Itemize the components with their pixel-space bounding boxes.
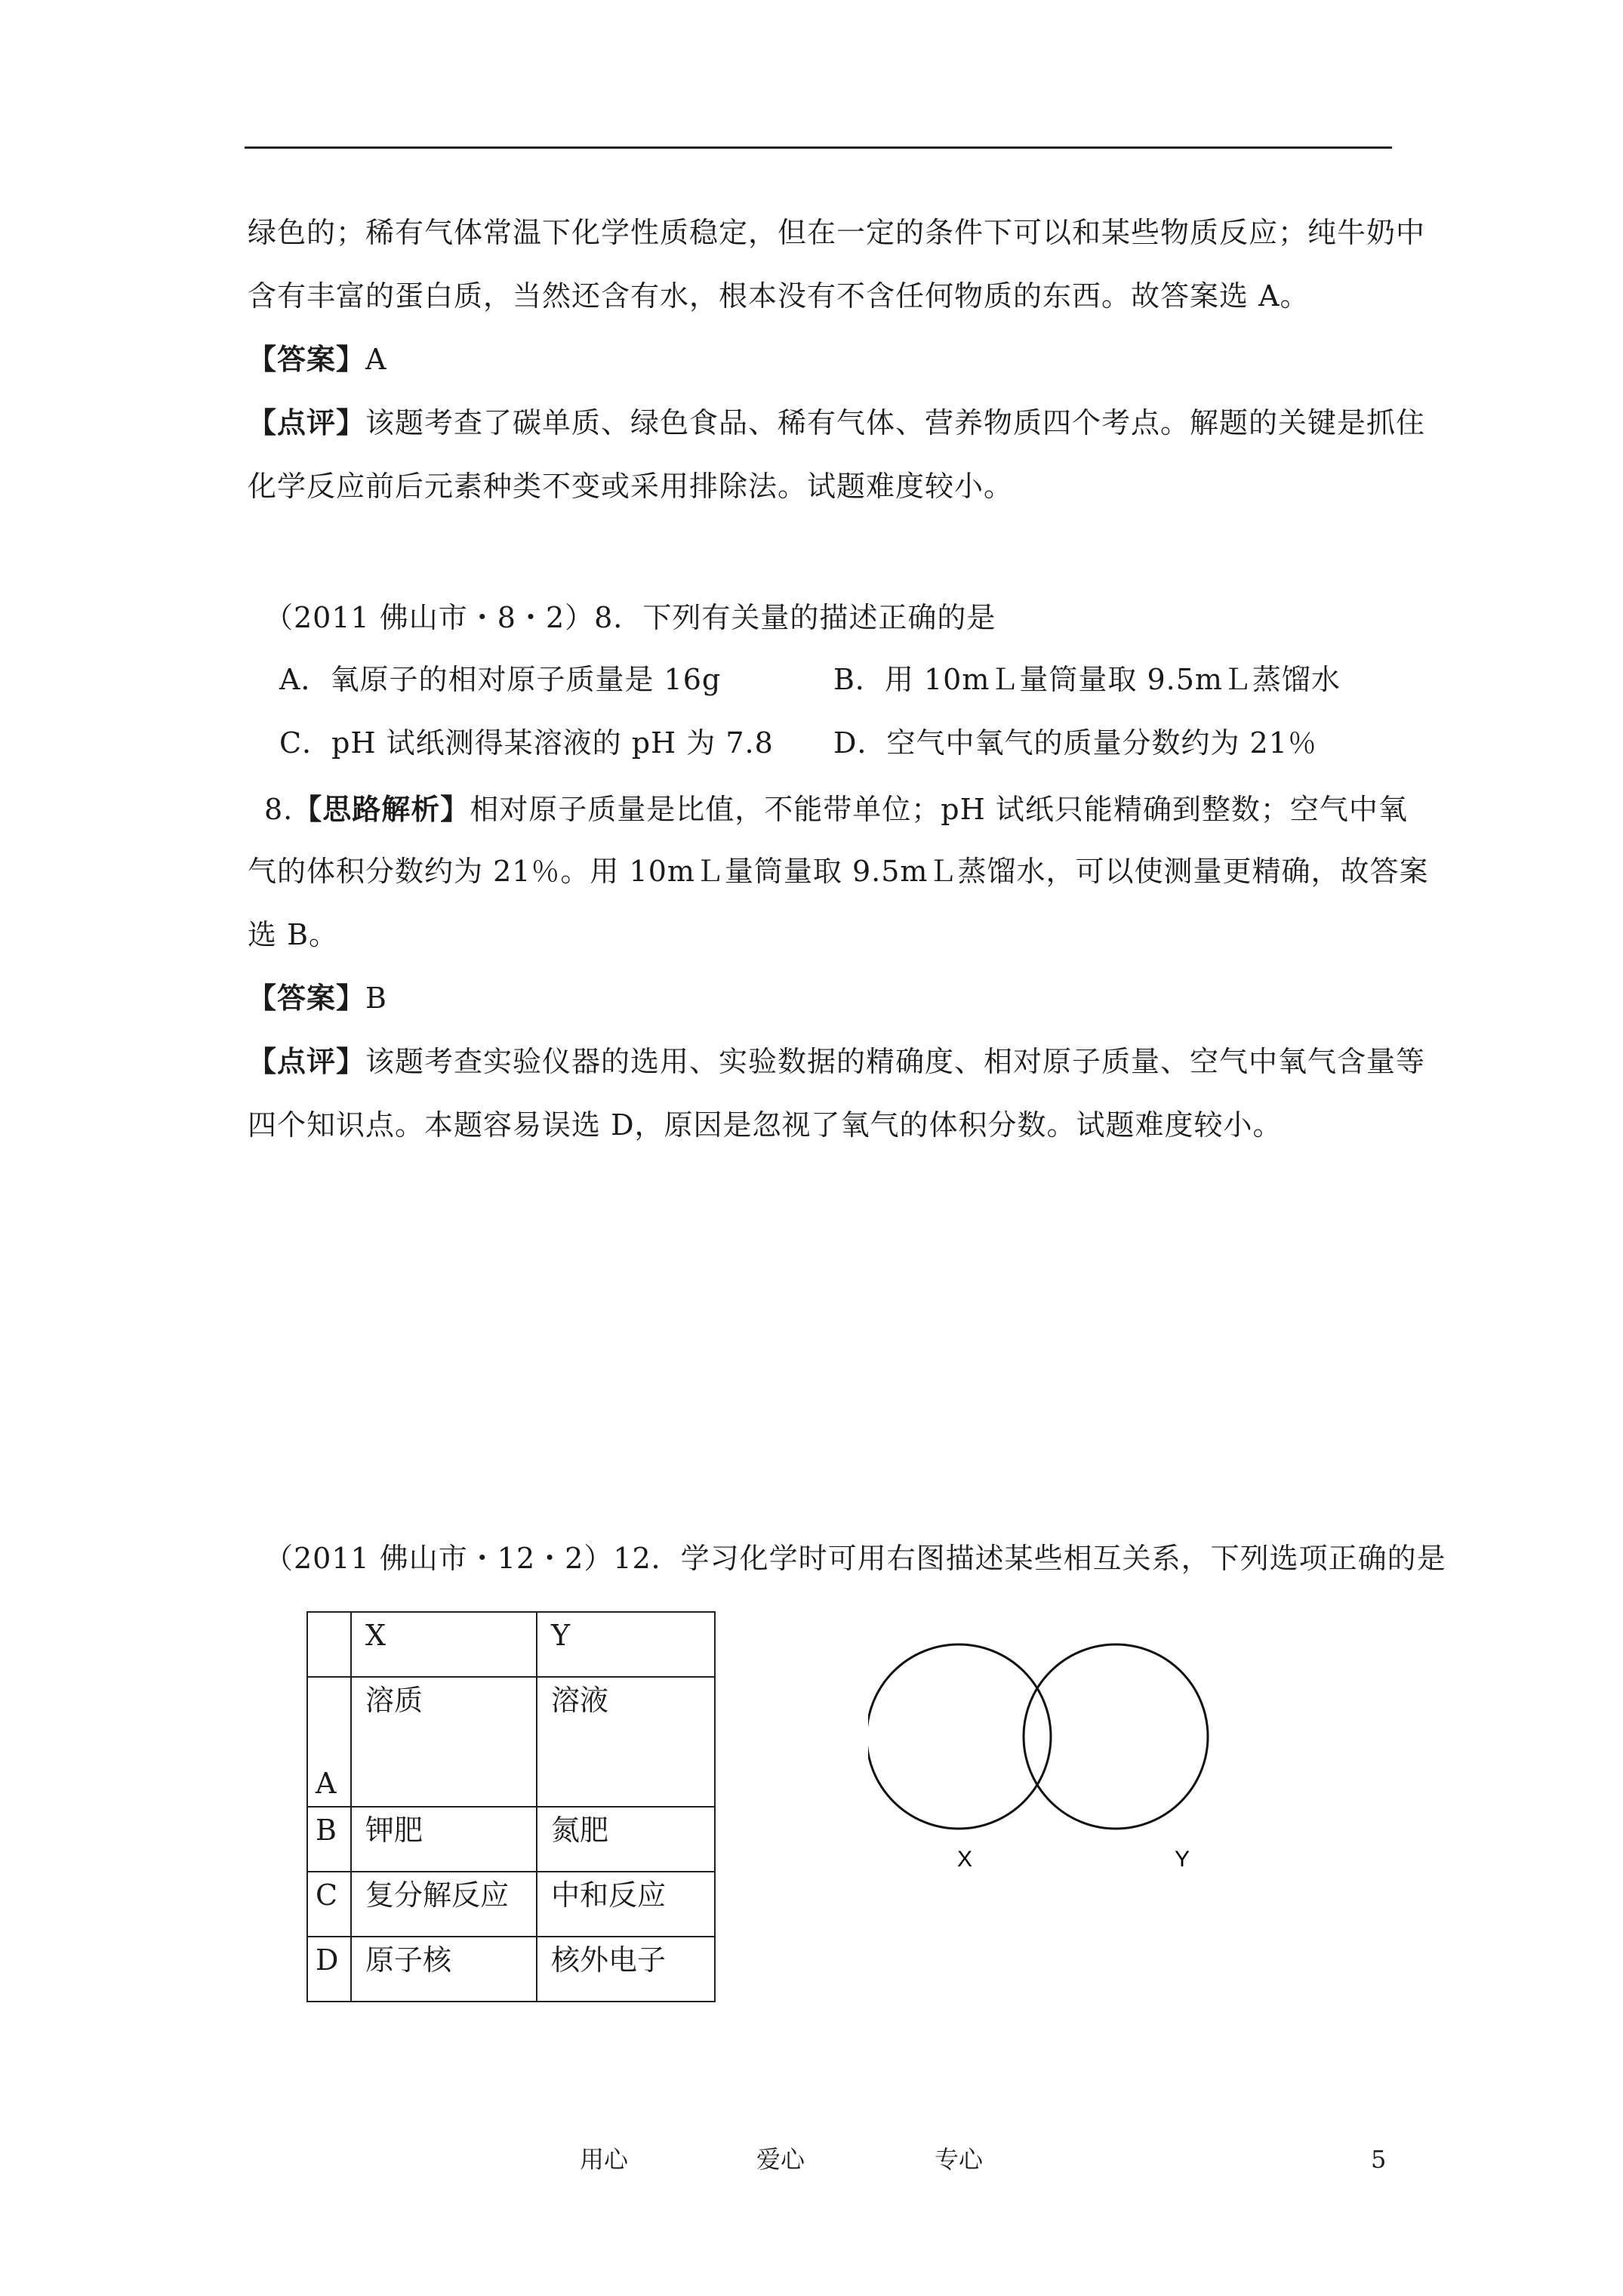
paragraph-line: 绿色的；稀有气体常温下化学性质稳定，但在一定的条件下可以和某些物质反应；纯牛奶中 [248, 216, 1426, 249]
table-cell: 复分解反应 [351, 1872, 537, 1937]
table-row [307, 1872, 715, 1937]
table-header-row [307, 1612, 715, 1677]
analysis-line: 气的体积分数约为 21％。用 10mＬ量筒量取 9.5mＬ蒸馏水，可以使测量更精确，故答案 [248, 855, 1429, 888]
comment-text: 该题考查了碳单质、绿色食品、稀有气体、营养物质四个考点。解题的关键是抓住 [365, 406, 1426, 439]
table-cell: C [307, 1872, 351, 1937]
page-number: 5 [1371, 2145, 1387, 2174]
answer-value: B [365, 982, 387, 1015]
comment-line [248, 405, 1425, 441]
analysis-text: 相对原子质量是比值，不能带单位；pH 试纸只能精确到整数；空气中氧 [470, 793, 1408, 826]
paragraph-line: 含有丰富的蛋白质，当然还含有水，根本没有不含任何物质的东西。故答案选 A。 [248, 279, 1310, 313]
table-cell: B [307, 1807, 351, 1872]
analysis-tag: 【思路解析】 [293, 792, 470, 826]
analysis-line [264, 791, 1408, 827]
footer-word: 专心 [935, 2145, 984, 2174]
option-c: C．pH 试纸测得某溶液的 pH 为 7.8 [279, 726, 774, 760]
table-cell: D [307, 1937, 351, 2002]
comment-line: 化学反应前后元素种类不变或采用排除法。试题难度较小。 [248, 470, 1014, 503]
table-row [307, 1677, 715, 1807]
table-cell: 钾肥 [351, 1807, 537, 1872]
table-cell: X [351, 1612, 537, 1677]
table-cell: 氮肥 [537, 1807, 715, 1872]
table-row [307, 1807, 715, 1872]
option-a: A．氧原子的相对原子质量是 16g [279, 663, 722, 696]
table-row [307, 1937, 715, 2002]
analysis-line: 选 B。 [248, 918, 339, 951]
answer-line [248, 341, 387, 378]
comment-tag: 【点评】 [248, 1044, 366, 1078]
answer-tag: 【答案】 [248, 981, 366, 1015]
comment-line: 四个知识点。本题容易误选 D，原因是忽视了氧气的体积分数。试题难度较小。 [248, 1108, 1283, 1142]
question-stem: （2011 佛山市・12・2）12．学习化学时可用右图描述某些相互关系，下列选项正确的是 [264, 1542, 1446, 1575]
footer-word: 爱心 [756, 2145, 805, 2174]
answer-value: A [365, 343, 387, 376]
comment-text: 该题考查实验仪器的选用、实验数据的精确度、相对原子质量、空气中氧气含量等 [365, 1045, 1426, 1078]
option-d: D．空气中氧气的质量分数约为 21％ [833, 726, 1317, 760]
header-rule [245, 146, 1392, 149]
table-cell [307, 1612, 351, 1677]
venn-label-y: Y [1174, 1847, 1190, 1872]
table-cell: 溶液 [537, 1677, 715, 1807]
analysis-prefix: 8. [264, 793, 294, 826]
table-cell: 核外电子 [537, 1937, 715, 2002]
answer-tag: 【答案】 [248, 342, 366, 376]
option-b: B．用 10mＬ量筒量取 9.5mＬ蒸馏水 [833, 663, 1341, 696]
table-cell: 中和反应 [537, 1872, 715, 1937]
comment-tag: 【点评】 [248, 405, 366, 439]
table-cell: 原子核 [351, 1937, 537, 2002]
table-cell: A [307, 1677, 351, 1807]
footer-word: 用心 [580, 2145, 629, 2174]
venn-diagram [868, 1631, 1261, 1872]
comment-line [248, 1043, 1425, 1080]
table-cell: 溶质 [351, 1677, 537, 1807]
table-cell: Y [537, 1612, 715, 1677]
venn-label-x: X [956, 1847, 973, 1872]
question-stem: （2011 佛山市・8・2）8．下列有关量的描述正确的是 [264, 601, 996, 634]
options-table [306, 1611, 716, 2002]
answer-line [248, 980, 387, 1016]
